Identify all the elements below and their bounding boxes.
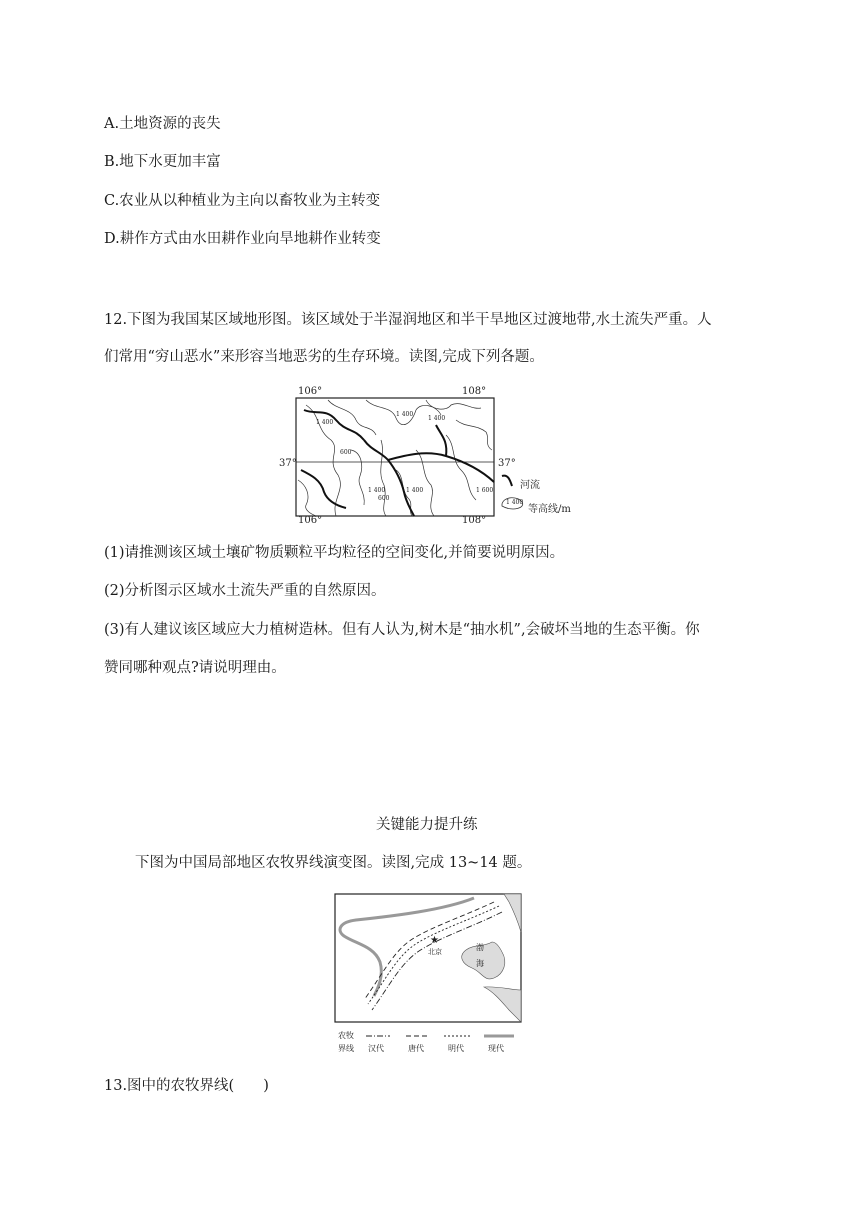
legend-river-symbol (502, 476, 512, 486)
svg-text:600: 600 (378, 495, 390, 502)
lon-label-106-bottom: 106° (298, 515, 323, 526)
legend2-title-1: 农牧 (338, 1031, 354, 1040)
boundary-map (334, 892, 524, 1062)
legend2-title-2: 界线 (338, 1044, 354, 1053)
svg-text:600: 600 (340, 449, 352, 456)
svg-text:1 600: 1 600 (476, 487, 494, 494)
option-c: C.农业从以种植业为主向以畜牧业为主转变 (104, 193, 381, 209)
legend-river-label: 河流 (520, 480, 540, 491)
q12-sub3-line1: (3)有人建议该区域应大力植树造林。但有人认为,树木是“抽水机”,会破坏当地的生态平衡。你 (104, 622, 700, 638)
legend2-ming: 明代 (448, 1044, 464, 1053)
legend2-han: 汉代 (368, 1044, 384, 1053)
legend2-tang: 唐代 (408, 1044, 424, 1053)
q12-sub2: (2)分析图示区域水土流失严重的自然原因。 (104, 583, 386, 599)
sea-label-hai: 海 (476, 959, 484, 968)
legend2-modern: 现代 (488, 1044, 504, 1053)
legend-contour-value: 1 400 (506, 499, 524, 506)
q12-stem-line2: 们常用“穷山恶水”来形容当地恶劣的生存环境。读图,完成下列各题。 (104, 349, 544, 365)
section-title: 关键能力提升练 (376, 817, 478, 833)
sea-label-bo: 渤 (476, 943, 484, 952)
legend-contour-label: 等高线/m (528, 504, 571, 515)
svg-text:1 400: 1 400 (406, 487, 424, 494)
option-a: A.土地资源的丧失 (104, 116, 221, 132)
q13-14-intro: 下图为中国局部地区农牧界线演变图。读图,完成 13~14 题。 (135, 855, 532, 871)
beijing-star-icon: ★ (430, 935, 439, 946)
q13-stem: 13.图中的农牧界线( ) (104, 1078, 269, 1094)
beijing-label: 北京 (428, 948, 442, 956)
svg-text:1 400: 1 400 (368, 487, 386, 494)
svg-text:1 400: 1 400 (396, 411, 414, 418)
q12-sub1: (1)请推测该区域土壤矿物质颗粒平均粒径的空间变化,并简要说明原因。 (104, 545, 565, 561)
lon-label-108-top: 108° (462, 386, 487, 397)
option-d: D.耕作方式由水田耕作业向旱地耕作业转变 (104, 231, 381, 247)
option-b: B.地下水更加丰富 (104, 154, 221, 170)
lat-label-37-right: 37° (498, 458, 516, 469)
svg-text:1 400: 1 400 (428, 415, 446, 422)
q12-sub3-line2: 赞同哪种观点?请说明理由。 (104, 660, 286, 676)
q12-stem-line1: 12.下图为我国某区域地形图。该区域处于半湿润地区和半干旱地区过渡地带,水土流失严重。人 (104, 312, 712, 328)
svg-text:1 400: 1 400 (316, 419, 334, 426)
lon-label-108-bottom: 108° (462, 515, 487, 526)
lon-label-106-top: 106° (298, 386, 323, 397)
topographic-map (276, 380, 596, 530)
lat-label-37-left: 37° (279, 458, 297, 469)
